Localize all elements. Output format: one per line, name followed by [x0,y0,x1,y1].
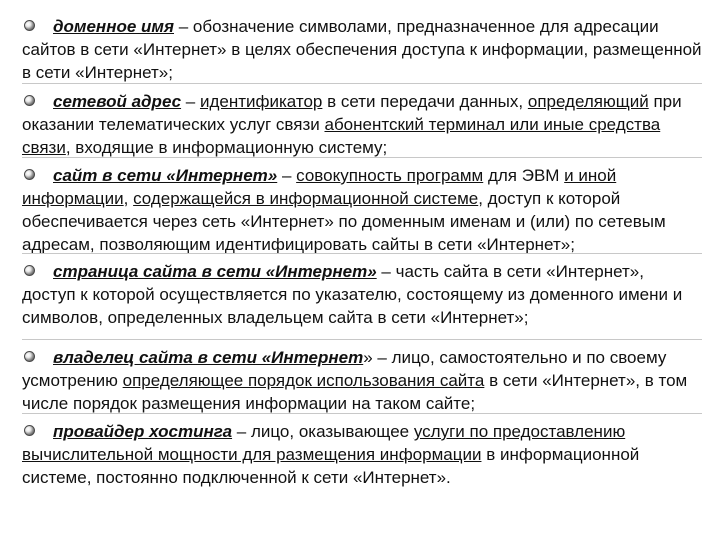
definition-text: – обозначение символами, предназначенное для адресации сайтов в сети «Интернет» в целях обеспечения доступа к информации, размещенной в сети «Интернет»; [22,17,702,82]
definition-text: , входящие в информационную систему; [65,138,388,157]
bullet-icon [24,95,35,106]
definition-text: – [277,166,297,185]
underlined-phrase: услуги по предоставлению вычислительной мощности для размещения информации [22,422,626,464]
definition-term: владелец сайта в сети «Интернет [53,348,364,367]
definition-term: сайт в сети «Интернет» [53,166,278,185]
definition-text: – часть сайта в сети «Интернет», доступ к которой осуществляется по указателю, состоящему из доменного имени и символов, определенных владельцем сайта в сети «Интернет»; [22,262,683,327]
definition-domain-name [22,15,702,84]
definition-text: при оказании телематических услуг связи [22,92,682,134]
definition-text: » – лицо, самостоятельно и по своему усмотрению [22,348,667,390]
bullet-icon [24,20,35,31]
underlined-phrase: совокупность программ [296,166,484,185]
bullet-icon [24,351,35,362]
definition-term: страница сайта в сети «Интернет» [53,262,377,281]
bullet-icon [24,265,35,276]
underlined-phrase: определяющий [527,92,649,111]
underlined-phrase: содержащейся в информационной системе [133,189,479,208]
definition-text: – [181,92,200,111]
definition-term: доменное имя [53,17,174,36]
definition-website [22,157,702,256]
underlined-phrase: и иной информации [22,166,617,208]
definition-network-address [22,83,702,159]
underlined-phrase: абонентский терминал или иные средства связи [22,115,661,157]
definition-text: в информационной системе, постоянно подключенной к сети «Интернет». [22,445,640,487]
definition-text: – лицо, оказывающее [232,422,414,441]
definition-text: , [123,189,134,208]
bullet-icon [24,169,35,180]
definition-text: , доступ к которой обеспечивается через сеть «Интернет» по доменным именам и (или) по сетевым адресам, позволяющим идентифицировать сайты в сети «Интернет»; [22,189,666,254]
definition-site-owner [22,339,702,415]
definition-text: для ЭВМ [483,166,565,185]
definition-term: провайдер хостинга [53,422,233,441]
definition-text: в сети передачи данных, [322,92,528,111]
underlined-phrase: идентификатор [199,92,323,111]
definition-text: в сети «Интернет», в том числе порядок размещения информации на таком сайте; [22,371,688,413]
definition-hosting-provider [22,413,702,489]
definition-web-page [22,253,702,329]
definition-term: сетевой адрес [53,92,182,111]
bullet-icon [24,425,35,436]
underlined-phrase: определяющее порядок использования сайта [122,371,485,390]
